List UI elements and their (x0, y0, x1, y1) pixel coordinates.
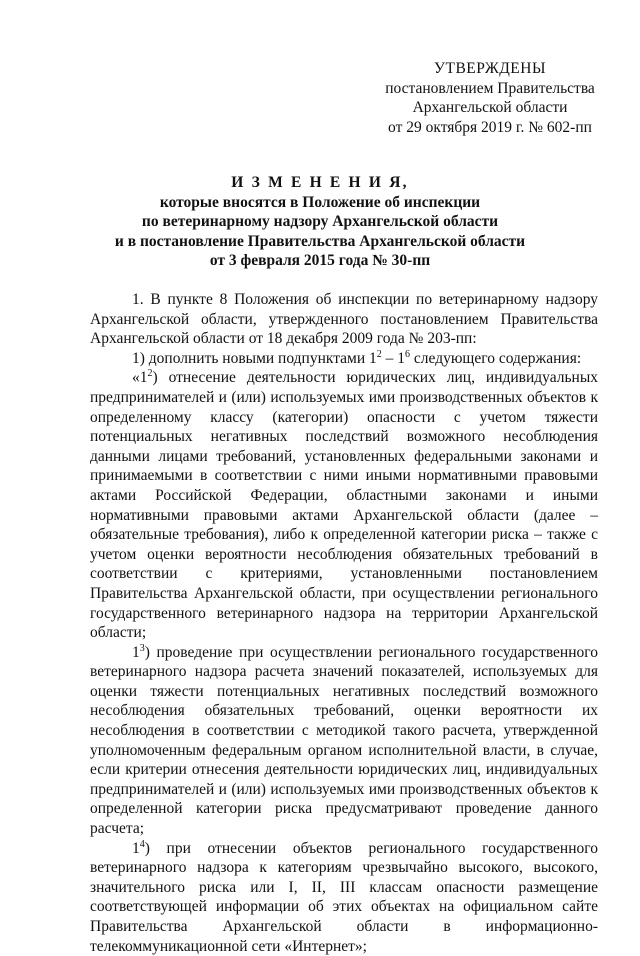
approval-title: УТВЕРЖДЕНЫ (434, 60, 546, 77)
document-body (90, 290, 598, 956)
paragraph-2-text-end: следующего содержания: (410, 349, 582, 367)
paragraph-1: 1. В пункте 8 Положения об инспекции по ветеринарному надзору Архангельской области, утвержденного постановлением Правительства Архангельской области от 18 декабря 2009 года № 203-пп: (90, 291, 598, 348)
heading-line-3: по ветеринарному надзору Архангельской области (141, 213, 499, 230)
paragraph-2 (90, 349, 598, 369)
document-heading (60, 173, 580, 271)
paragraph-4 (90, 643, 598, 839)
paragraph-4-superscript: 3 (139, 642, 145, 654)
paragraph-2-superscript-1: 2 (376, 348, 382, 360)
paragraph-2-text-middle: – 1 (381, 349, 406, 367)
paragraph-3-text-start: «1 (132, 369, 148, 387)
approval-line-3: Архангельской области (412, 99, 568, 116)
paragraph-3-superscript: 2 (147, 368, 153, 380)
approval-line-2: постановлением Правительства (385, 79, 595, 97)
paragraph-5 (90, 839, 598, 956)
approval-block (380, 59, 600, 137)
paragraph-5-text-start: 1 (132, 839, 140, 857)
paragraph-4-text-start: 1 (132, 643, 140, 661)
approval-line-4: от 29 октября 2019 г. № 602-пп (388, 118, 592, 136)
heading-title: И З М Е Н Е Н И Я, (231, 174, 409, 191)
heading-line-2: которые вносятся в Положение об инспекции (159, 193, 481, 211)
paragraph-2-superscript-2: 6 (405, 348, 411, 360)
paragraph-4-text: ) проведение при осуществлении регионального государственного ветеринарного надзора расчета значений показателей, используемых для оценки тяжести потенциальных негативных последствий возможного несоблюдения обязательных требований, оценки вероятности их несоблюдения в соответствии с методикой такого расчета, утвержденной уполномоченным федеральным органом исполнительной власти, в случае, если критерии отнесения деятельности юридических лиц, индивидуальных предпринимателей и (или) используемых ими производственных объектов к определенной категории риска предусматривают проведение данного расчета; (90, 643, 598, 838)
paragraph-2-text-start: 1) дополнить новыми подпунктами 1 (132, 349, 377, 367)
paragraph-3 (90, 368, 598, 642)
paragraph-5-text: ) при отнесении объектов регионального государственного ветеринарного надзора к категориям чрезвычайно высокого, высокого, значительного риска или I, II, III классам опасности размещение соответствующей информации об этих объектах на официальном сайте Правительства Архангельской области в информационно-телекоммуникационной сети «Интернет»; (90, 839, 598, 955)
heading-line-5: от 3 февраля 2015 года № 30-пп (209, 252, 431, 269)
heading-line-4: и в постановление Правительства Архангельской области (114, 232, 526, 250)
paragraph-3-text: ) отнесение деятельности юридических лиц, индивидуальных предпринимателей и (или) используемых ими производственных объектов к определенному классу (категории) опасности с учетом тяжести потенциальных негативных последствий возможного несоблюдения данными лицами требований, установленных федеральными законами и принимаемыми в соответствии с ними иными нормативными правовыми актами Российской Федерации, областными законами и иными нормативными правовыми актами Архангельской области (далее – обязательные требования), либо к определенной категории риска – также с учетом оценки вероятности несоблюдения обязательных требований в соответствии с критериями, установленными постановлением Правительства Архангельской области, при осуществлении регионального государственного ветеринарного надзора на территории Архангельской области; (90, 369, 598, 642)
paragraph-5-superscript: 4 (139, 838, 145, 850)
